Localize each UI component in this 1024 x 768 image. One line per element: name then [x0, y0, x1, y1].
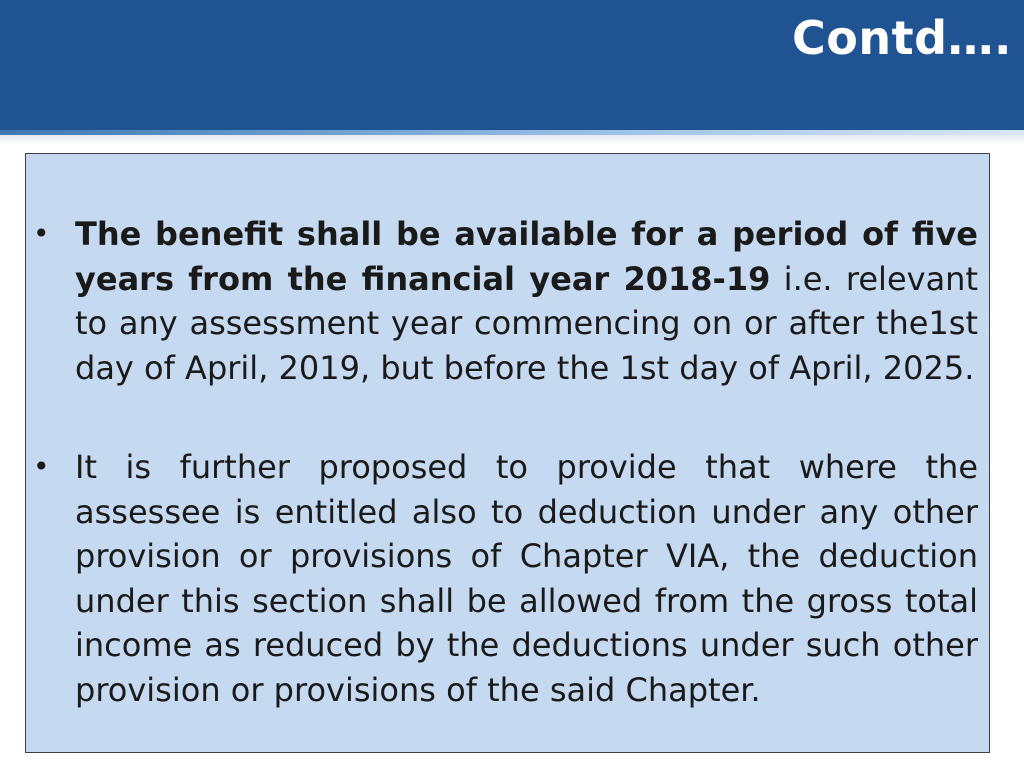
content-box — [25, 153, 990, 753]
bullet-marker: • — [33, 217, 50, 250]
header-band — [0, 0, 1024, 130]
header-shadow — [0, 135, 1024, 145]
bullet-text: i.e. relevant to any assessment year commencing on or after the1st day of April, 2019, but before the 1st day of April, 2025. — [75, 259, 979, 387]
slide-title: Contd…. — [791, 11, 1012, 65]
bullet-marker: • — [33, 450, 50, 483]
bullet-text: It is further proposed to provide that where the assessee is entitled also to deduction under any other provision or provisions of Chapter VIA, the deduction under this section shall be allowed from the gross total income as reduced by the deductions under such other provision or provisions of the said Chapter. — [75, 448, 978, 709]
bullet-item — [26, 445, 978, 712]
bullet-item — [26, 212, 978, 390]
bullet-bold-text: The benefit shall be available for a period of five years from the financial year 2018-19 — [75, 215, 978, 298]
bullet-list — [26, 212, 978, 753]
